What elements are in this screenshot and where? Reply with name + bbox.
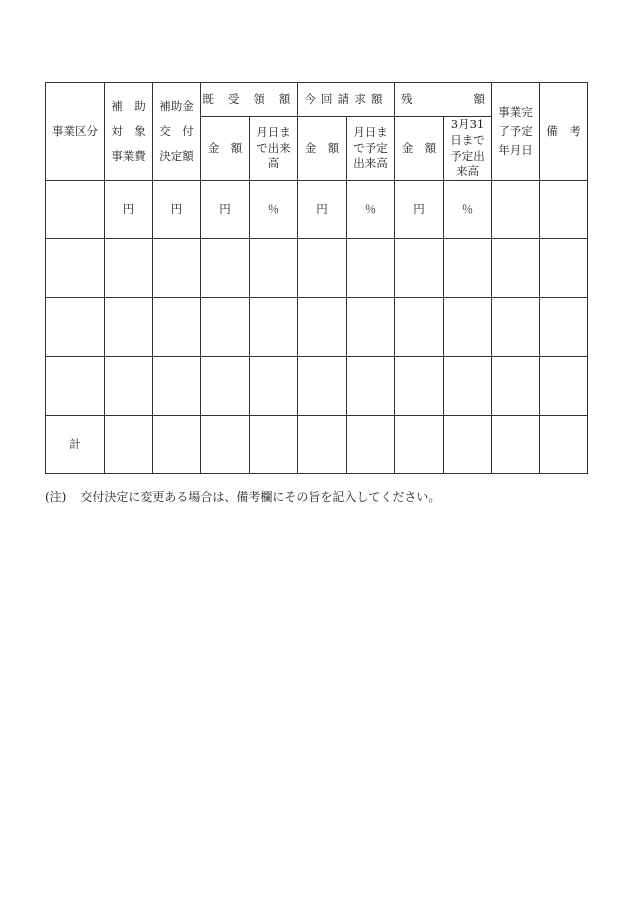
table-cell — [540, 239, 588, 298]
header-zan-char1: 残 — [401, 91, 413, 106]
table-cell — [540, 416, 588, 474]
unit-label: 円 — [105, 181, 153, 239]
header-zan-char2: 額 — [473, 91, 486, 106]
table-cell — [105, 298, 153, 357]
header-hojo-taisho-line1: 補 助 — [111, 98, 146, 113]
header-hojokin-kofu-line3: 決定額 — [159, 148, 194, 163]
table-cell — [298, 357, 347, 416]
table-cell — [201, 416, 250, 474]
header-hojo-taisho-line2: 対 象 — [111, 123, 146, 138]
table-cell — [105, 416, 153, 474]
table-cell — [105, 357, 153, 416]
table-row — [46, 357, 588, 416]
table-cell — [201, 357, 250, 416]
table-cell — [492, 357, 540, 416]
table-cell — [153, 239, 201, 298]
header-kanryo-line3: 年月日 — [498, 142, 533, 157]
table-cell — [298, 239, 347, 298]
header-hojokin-kofu-line1: 補助金 — [159, 98, 194, 113]
header-kiju-dekidaka: 月日まで出来高 — [250, 117, 298, 181]
table-cell — [395, 239, 444, 298]
table-cell — [395, 416, 444, 474]
table-cell — [395, 298, 444, 357]
header-konkai-yotei: 月日まで予定出来高 — [347, 117, 395, 181]
table-cell — [347, 357, 395, 416]
footnote — [45, 488, 440, 505]
unit-label: 円 — [201, 181, 250, 239]
unit-label: 円 — [395, 181, 444, 239]
table-cell — [201, 298, 250, 357]
table-cell — [444, 416, 492, 474]
table-cell — [347, 416, 395, 474]
header-jigyo-kubun: 事業区分 — [46, 83, 105, 181]
table-cell — [444, 357, 492, 416]
unit-label: ％ — [250, 181, 298, 239]
table-cell — [250, 416, 298, 474]
header-kanryo-line2: 了予定 — [498, 123, 533, 138]
header-hojo-taisho — [105, 83, 153, 181]
header-zan-yotei: 3月31日まで予定出来高 — [444, 117, 492, 181]
header-kiju-kingaku: 金 額 — [201, 117, 250, 181]
header-zan-kingaku: 金 額 — [395, 117, 444, 181]
table-cell — [492, 181, 540, 239]
table-cell — [153, 416, 201, 474]
unit-label: 円 — [298, 181, 347, 239]
header-row-1 — [46, 83, 588, 117]
table-cell — [347, 239, 395, 298]
table-row — [46, 239, 588, 298]
table-cell — [46, 181, 105, 239]
table-cell — [540, 181, 588, 239]
header-biko: 備 考 — [540, 83, 588, 181]
table-row — [46, 181, 588, 239]
table-cell — [250, 298, 298, 357]
table-cell — [46, 298, 105, 357]
table-cell — [298, 416, 347, 474]
header-hojokin-kofu — [153, 83, 201, 181]
header-konkai-seikyu: 今回請求額 — [298, 83, 395, 117]
table-cell — [492, 298, 540, 357]
table-row — [46, 298, 588, 357]
unit-label: 円 — [153, 181, 201, 239]
table-cell — [153, 298, 201, 357]
header-kiju-ryogaku: 既 受 領 額 — [201, 83, 298, 117]
header-zan — [395, 83, 492, 117]
report-table — [45, 82, 588, 474]
header-hojo-taisho-line3: 事業費 — [111, 148, 146, 163]
header-hojokin-kofu-line2: 交 付 — [159, 123, 194, 138]
unit-label: ％ — [444, 181, 492, 239]
table-cell — [492, 239, 540, 298]
unit-label: ％ — [347, 181, 395, 239]
table-cell — [201, 239, 250, 298]
footnote-text: 交付決定に変更ある場合は、備考欄にその旨を記入してください。 — [80, 490, 441, 504]
table-cell — [46, 357, 105, 416]
footnote-mark: (注) — [45, 490, 67, 504]
table-cell — [105, 239, 153, 298]
header-kanryo-line1: 事業完 — [498, 104, 533, 119]
total-row — [46, 416, 588, 474]
table-cell — [46, 239, 105, 298]
table-cell — [444, 239, 492, 298]
header-kanryo-yotei — [492, 83, 540, 181]
table-cell — [250, 239, 298, 298]
table-cell — [250, 357, 298, 416]
total-label: 計 — [46, 416, 105, 474]
table-cell — [153, 357, 201, 416]
table-cell — [492, 416, 540, 474]
header-konkai-kingaku: 金 額 — [298, 117, 347, 181]
table-cell — [540, 298, 588, 357]
table-cell — [395, 357, 444, 416]
table-cell — [540, 357, 588, 416]
table-cell — [298, 298, 347, 357]
table-cell — [347, 298, 395, 357]
table-cell — [444, 298, 492, 357]
